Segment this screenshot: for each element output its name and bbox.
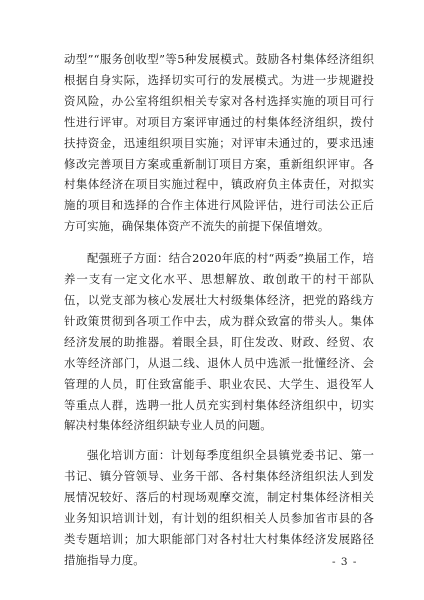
paragraph-development-models: 动型”“服务创收型”等5种发展模式。鼓励各村集体经济组织根据自身实际，选择切实可行的发展模式。为进一步规避投资风险，办公室将组织相关专家对各村选择实施的项目可行性进行评审。对项目方案评审通过的村集体经济组织，拨付扶持资金，迅速组织项目实施；对评审未通过的，要求迅速修改完善项目方案或重新制订项目方案，重新组织评审。各村集体经济在项目实施过程中，镇政府负主体责任，对拟实施的项目和选择的合作主体进行风险评估，进行司法公正后方可实施，确保集体资产不流失的前提下保值增效。 — [64, 52, 374, 234]
page-number: - 3 - — [332, 556, 358, 568]
paragraph-strengthen-team: 配强班子方面：结合2020年底的村“两委”换届工作，培养一支有一定文化水平、思想解放、敢创敢干的村干部队伍，以党支部为核心发展壮大村级集体经济，把党的路线方针政策贯彻到各项工作中去，成为群众致富的带头人。集体经济发展的助推器。着眼全县，盯住发改、财政、经贸、农水等经济部门，从退二线、退休人员中选派一批懂经济、会管理的人员，盯住致富能手、职业农民、大学生、退役军人等重点人群，选聘一批人员充实到村集体经济组织中，切实解决村集体经济组织缺专业人员的问题。 — [64, 251, 374, 433]
paragraph-spacer — [64, 436, 374, 445]
paragraph-strengthen-training: 强化培训方面：计划每季度组织全县镇党委书记、第一书记、镇分管领导、业务干部、各村集体经济组织法人到发展情况较好、落后的村现场观摩交流，制定村集体经济相关业务知识培训计划，有计划的组织相关人员参加省市县的各类专题培训；加大职能部门对各村壮大村集体经济发展路径措施指导力度。 — [64, 448, 374, 567]
paragraph-spacer — [64, 237, 374, 248]
document-body — [64, 49, 374, 571]
